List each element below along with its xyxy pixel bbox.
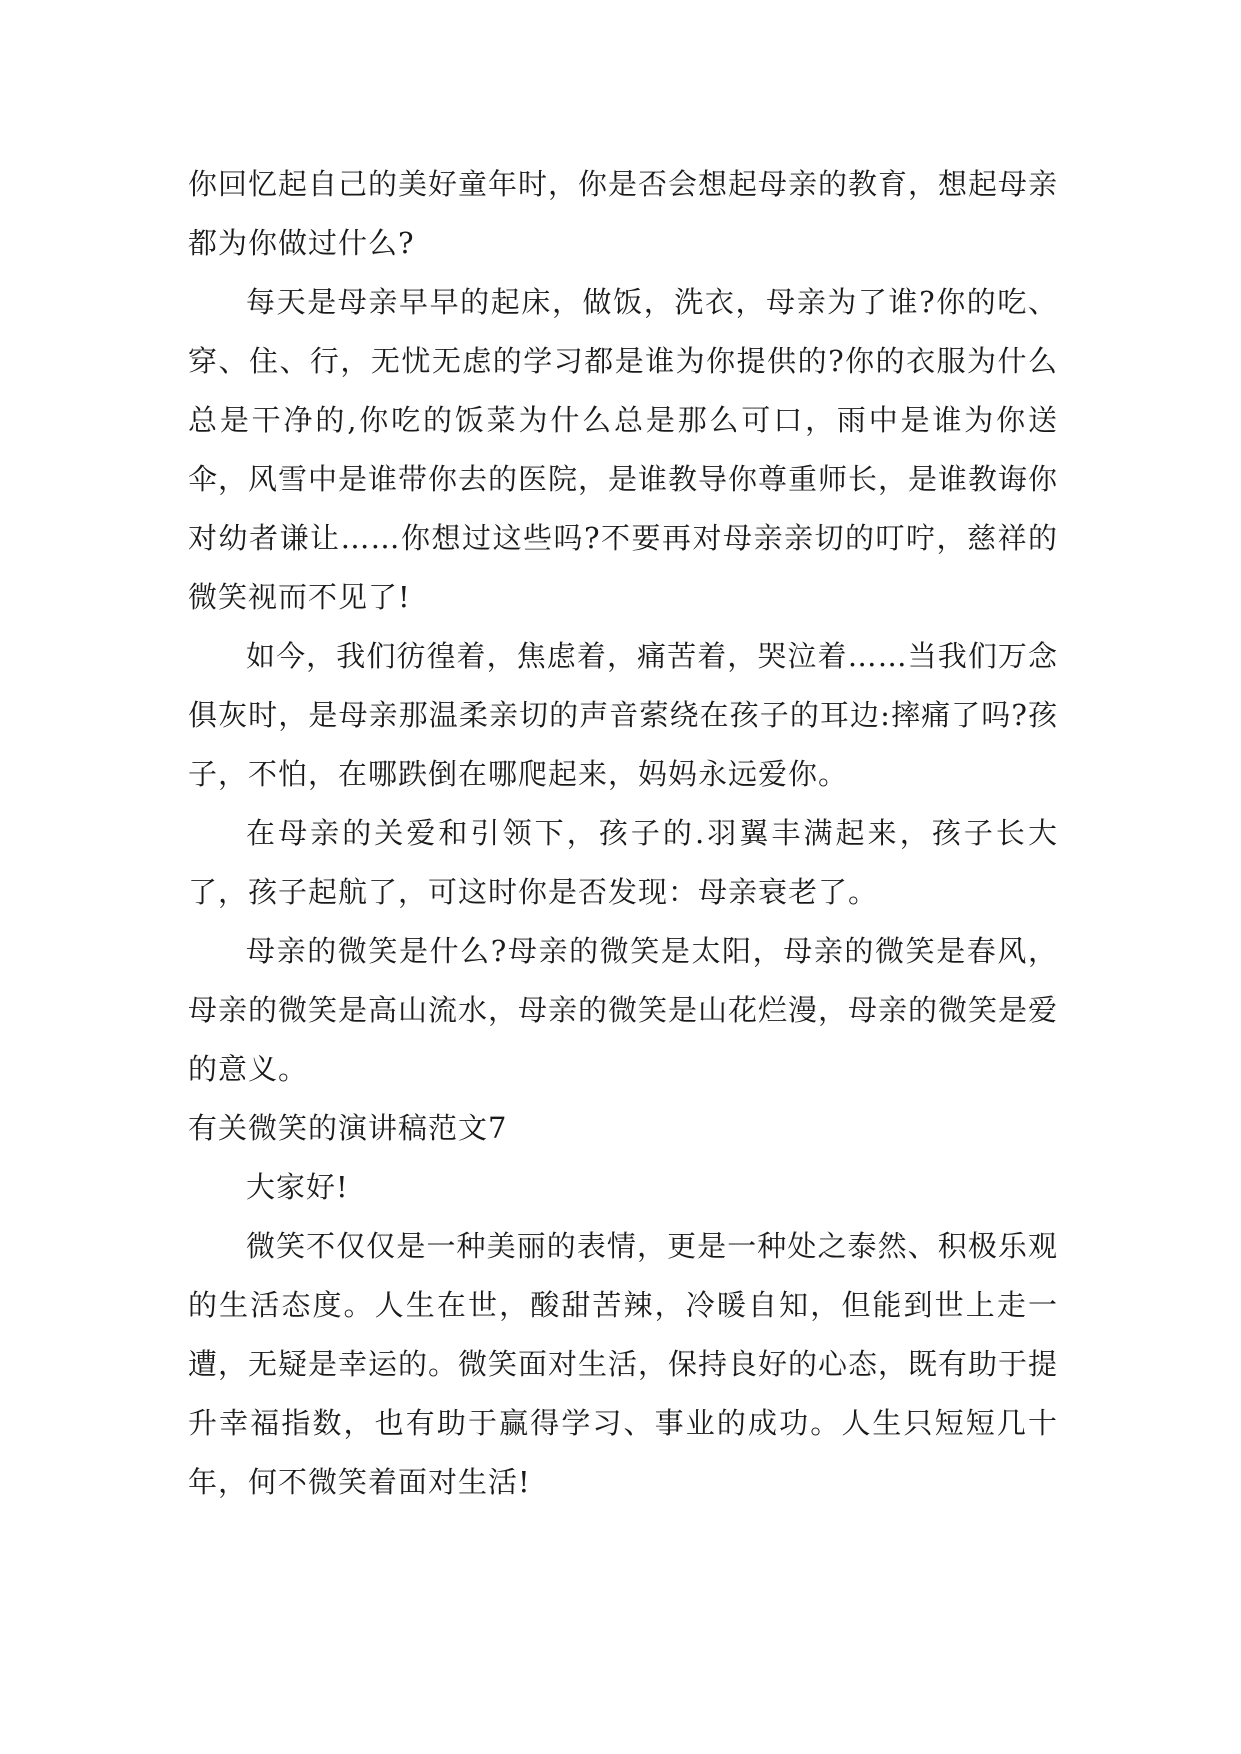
document-body [188, 155, 1058, 1512]
paragraph-mother-daily-care: 每天是母亲早早的起床，做饭，洗衣，母亲为了谁?你的吃、穿、住、行，无忧无虑的学习都是谁为你提供的?你的衣服为什么总是干净的,你吃的饭菜为什么总是那么可口，雨中是谁为你送伞，风雪中是谁带你去的医院，是谁教导你尊重师长，是谁教诲你对幼者谦让……你想过这些吗?不要再对母亲亲切的叮咛，慈祥的微笑视而不见了! [188, 285, 1059, 614]
paragraph-mother-aging: 在母亲的关爱和引领下，孩子的.羽翼丰满起来，孩子长大了，孩子起航了，可这时你是否发现：母亲衰老了。 [188, 816, 1058, 909]
paragraph-continuation: 你回忆起自己的美好童年时，你是否会想起母亲的教育，想起母亲都为你做过什么? [188, 167, 1059, 260]
section-heading: 有关微笑的演讲稿范文7 [188, 1111, 508, 1145]
paragraph-greeting: 大家好! [246, 1170, 349, 1204]
paragraph-mother-comfort: 如今，我们彷徨着，焦虑着，痛苦着，哭泣着……当我们万念俱灰时，是母亲那温柔亲切的声音萦绕在孩子的耳边:摔痛了吗?孩子，不怕，在哪跌倒在哪爬起来，妈妈永远爱你。 [188, 639, 1058, 791]
paragraph-mother-smile-meaning: 母亲的微笑是什么?母亲的微笑是太阳，母亲的微笑是春风，母亲的微笑是高山流水，母亲的微笑是山花烂漫，母亲的微笑是爱的意义。 [188, 934, 1059, 1086]
paragraph-smile-attitude: 微笑不仅仅是一种美丽的表情，更是一种处之泰然、积极乐观的生活态度。人生在世，酸甜苦辣，冷暖自知，但能到世上走一遭，无疑是幸运的。微笑面对生活，保持良好的心态，既有助于提升幸福指数，也有助于赢得学习、事业的成功。人生只短短几十年，何不微笑着面对生活! [188, 1229, 1059, 1499]
